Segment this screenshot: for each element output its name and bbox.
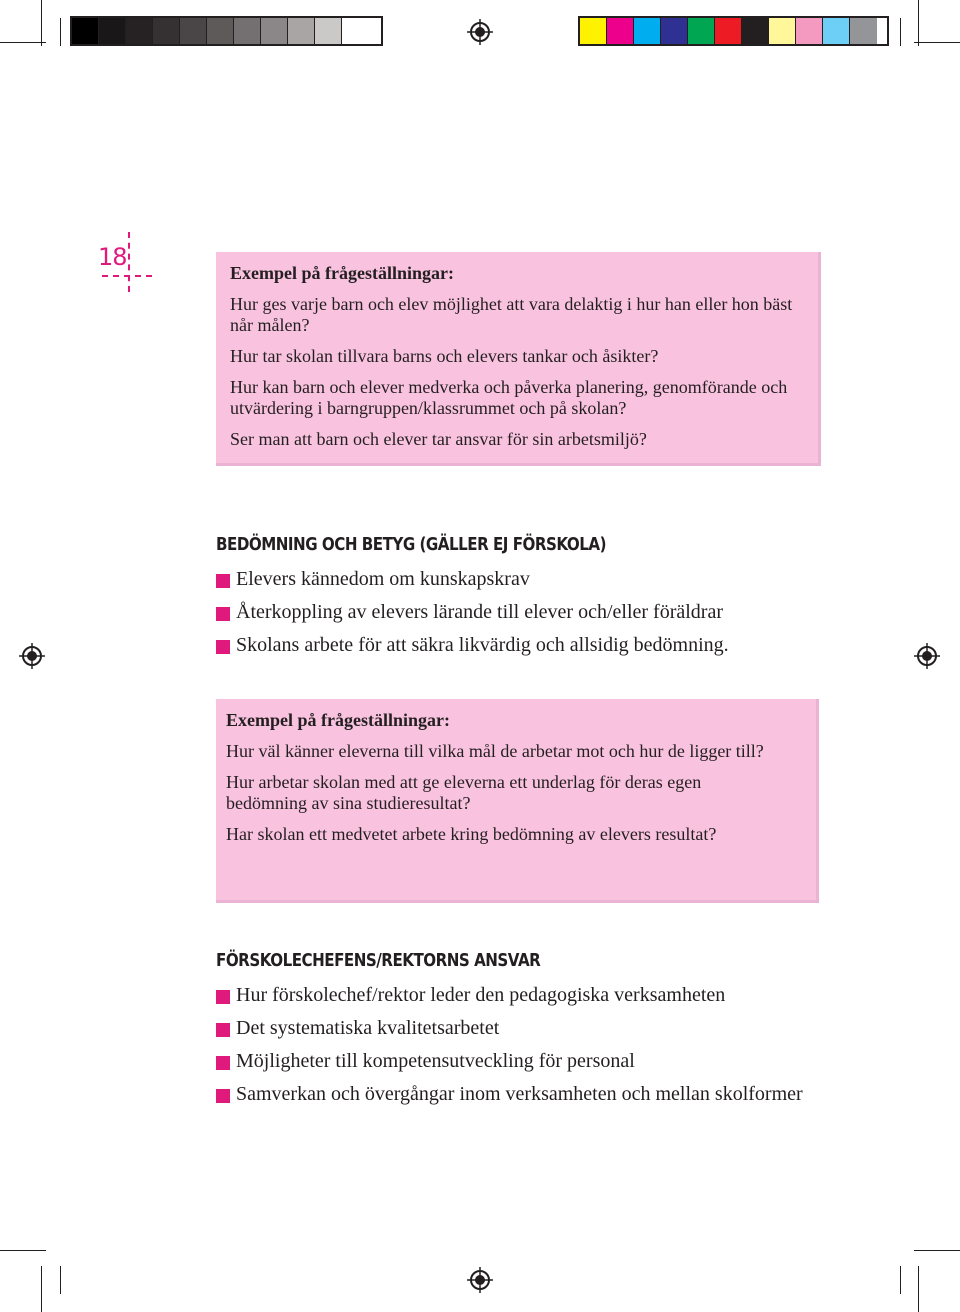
section-heading-ansvar: FÖRSKOLECHEFENS/REKTORNS ANSVAR [216, 950, 541, 971]
color-swatch [634, 18, 661, 44]
bullet-square-icon [216, 607, 230, 621]
list-item [216, 634, 836, 657]
page-number-rule-vertical [128, 232, 130, 292]
color-swatch [607, 18, 634, 44]
box-1-question: Ser man att barn och elever tar ansvar för sin arbetsmiljö? [230, 429, 647, 449]
color-swatch [742, 18, 769, 44]
gray-swatch [315, 18, 342, 44]
list-item-text: Elevers kännedom om kunskapskrav [236, 568, 530, 590]
box-1-title: Exempel på frågeställningar: [230, 263, 454, 283]
color-swatch [850, 18, 877, 44]
gray-swatch [234, 18, 261, 44]
box-2-title: Exempel på frågeställningar: [226, 710, 450, 730]
registration-mark-top-icon [467, 19, 493, 45]
gray-swatch [72, 18, 99, 44]
bullet-square-icon [216, 1056, 230, 1070]
list-item [216, 984, 816, 1007]
gray-swatch [342, 18, 369, 44]
list-item-text: Hur förskolechef/rektor leder den pedagogiska verksamheten [236, 984, 726, 1006]
example-questions-box-2 [216, 699, 819, 903]
crop-mark-top-right-h [914, 42, 960, 43]
page-number: 18 [98, 243, 127, 271]
crop-mark-top-right-v2 [900, 18, 901, 46]
crop-mark-bottom-right-h [914, 1250, 960, 1251]
gray-swatch [126, 18, 153, 44]
list-item-text: Möjligheter till kompetensutveckling för personal [236, 1050, 635, 1072]
registration-mark-left-icon [19, 643, 45, 669]
crop-mark-top-left-v2 [60, 18, 61, 46]
box-2-question: Hur väl känner eleverna till vilka mål de arbetar mot och hur de ligger till? [226, 741, 764, 761]
list-item [216, 1050, 816, 1073]
color-swatch [580, 18, 607, 44]
color-swatch [688, 18, 715, 44]
box-1-question: Hur ges varje barn och elev möjlighet att vara delaktig i hur han eller hon bäst når målen? [230, 294, 793, 335]
gray-swatch [207, 18, 234, 44]
list-item-text: Det systematiska kvalitetsarbetet [236, 1017, 500, 1039]
list-item [216, 601, 836, 624]
color-swatch-strip [578, 16, 889, 46]
box-2-question: Har skolan ett medvetet arbete kring bedömning av elevers resultat? [226, 824, 717, 844]
crop-mark-top-left-v [41, 0, 42, 46]
page-number-rule-horizontal [102, 275, 152, 277]
bullet-square-icon [216, 1023, 230, 1037]
registration-mark-bottom-icon [467, 1267, 493, 1293]
list-item [216, 1083, 806, 1106]
registration-mark-right-icon [914, 643, 940, 669]
example-questions-box-1 [216, 252, 821, 466]
section-2-list [216, 984, 816, 1116]
gray-swatch [153, 18, 180, 44]
box-1-question: Hur tar skolan tillvara barns och elevers tankar och åsikter? [230, 346, 659, 366]
box-2-question: Hur arbetar skolan med att ge eleverna ett underlag för deras egen bedömning av sina studieresultat? [226, 772, 702, 813]
bullet-square-icon [216, 1089, 230, 1103]
color-swatch [796, 18, 823, 44]
bullet-square-icon [216, 990, 230, 1004]
gray-swatch [180, 18, 207, 44]
section-heading-bedomning: BEDÖMNING OCH BETYG (GÄLLER EJ FÖRSKOLA) [216, 534, 607, 555]
color-swatch [715, 18, 742, 44]
box-1-question: Hur kan barn och elever medverka och påverka planering, genomförande och utvärdering i barngruppen/klassrummet och på skolan? [230, 377, 788, 418]
bullet-square-icon [216, 574, 230, 588]
crop-mark-top-right-v [918, 0, 919, 46]
color-swatch [661, 18, 688, 44]
section-1-list [216, 568, 836, 667]
crop-mark-bottom-right-v [918, 1266, 919, 1312]
gray-swatch [99, 18, 126, 44]
crop-mark-bottom-left-h [0, 1250, 46, 1251]
list-item [216, 568, 836, 591]
gray-swatch [288, 18, 315, 44]
list-item-text: Samverkan och övergångar inom verksamheten och mellan skolformer [236, 1083, 803, 1105]
bullet-square-icon [216, 640, 230, 654]
list-item-text: Skolans arbete för att säkra likvärdig och allsidig bedömning. [236, 634, 729, 656]
crop-mark-bottom-left-v [41, 1266, 42, 1312]
color-swatch [823, 18, 850, 44]
color-swatch [769, 18, 796, 44]
crop-mark-bottom-left-v2 [60, 1266, 61, 1294]
crop-mark-top-left-h [0, 42, 46, 43]
list-item-text: Återkoppling av elevers lärande till elever och/eller föräldrar [236, 601, 723, 623]
list-item [216, 1017, 816, 1040]
gray-swatch [261, 18, 288, 44]
gray-swatch-strip [70, 16, 383, 46]
crop-mark-bottom-right-v2 [900, 1266, 901, 1294]
